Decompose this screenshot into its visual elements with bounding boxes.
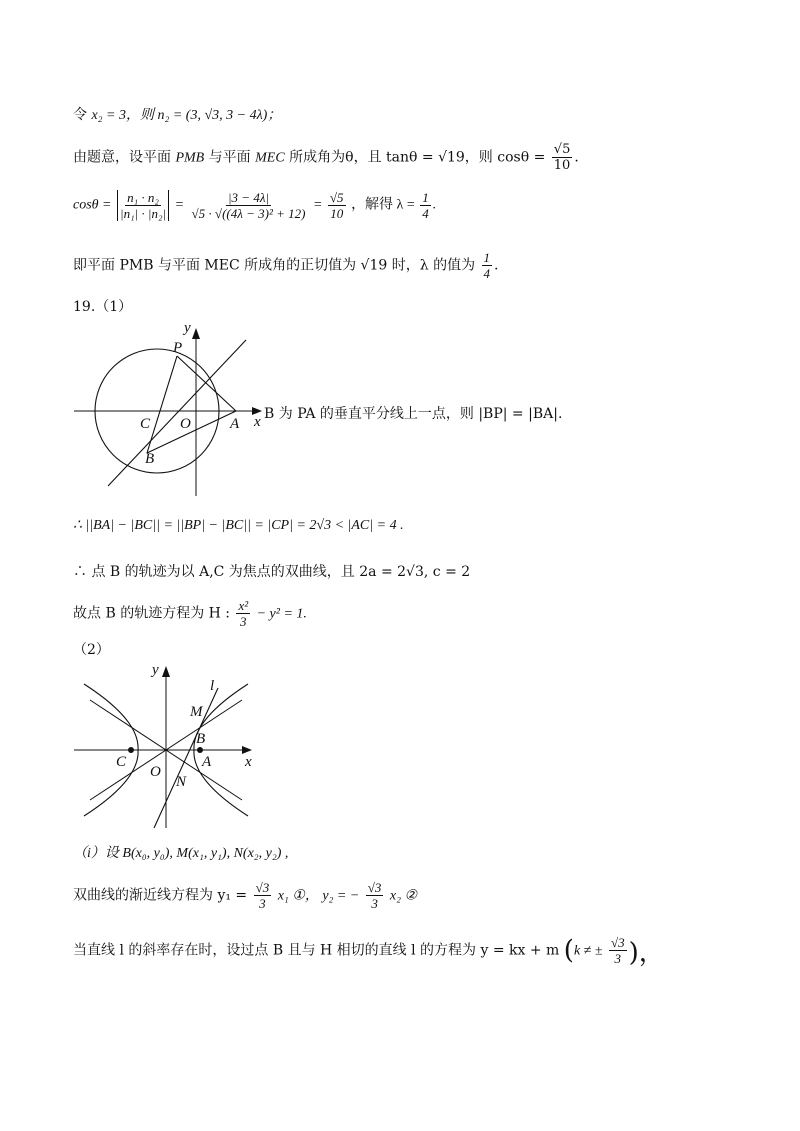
- l2-fraction: [552, 142, 573, 173]
- l2-tail: 所成角为θ，且 tanθ = √19，则 cosθ =: [289, 149, 546, 166]
- l3-num2: |3 − 4λ|: [227, 190, 270, 205]
- fig1-segment-PA: [177, 356, 236, 411]
- fig2-label-M: M: [190, 704, 203, 720]
- asym-num1: √3: [255, 880, 270, 895]
- fig1-bisector-line: [108, 340, 246, 486]
- question-19-part-1: 19.（1）: [73, 299, 133, 315]
- fig1-y-arrow: [192, 328, 200, 339]
- l4-fraction: [482, 250, 493, 281]
- conclusion-prefix: 故点 B 的轨迹方程为 H :: [73, 605, 231, 622]
- fig2-x-arrow: [242, 746, 252, 754]
- asym-den1: 3: [259, 896, 266, 911]
- line-2: 由题意，设平面 PMB 与平面 MEC 所成角为θ，且 tanθ = √19，则 cosθ = $\frac{√5}{10}$ .: [73, 142, 579, 173]
- l3-eq-1: =: [174, 197, 185, 213]
- asym-tail: x₂ ②: [389, 888, 417, 904]
- fig1-caption: B 为 PA 的垂直平分线上一点，则 |BP| = |BA|.: [264, 406, 563, 422]
- l2-frac-num: √5: [553, 142, 571, 157]
- l3-frac-3: [328, 190, 346, 221]
- fig2-point-C: [128, 747, 134, 753]
- fig2-label-N: N: [176, 774, 187, 790]
- l3-num4: 1: [422, 190, 429, 205]
- fig2-label-y: y: [152, 662, 159, 678]
- fig2-label-x: x: [245, 754, 252, 770]
- fig2-label-B: B: [196, 731, 206, 747]
- fig2-label-l: l: [210, 678, 215, 694]
- line-1: [73, 104, 281, 124]
- last-k: k ≠ ±: [573, 943, 603, 959]
- l2-text: 由题意，设平面: [73, 149, 171, 166]
- fig1-label-x: x: [254, 414, 261, 430]
- fig2-label-C: C: [116, 754, 127, 770]
- conclusion-den: 3: [240, 614, 247, 629]
- fig1-segment-BA: [147, 411, 236, 453]
- conclusion-line: [73, 598, 307, 629]
- last-fraction: [609, 935, 627, 966]
- part-i-line: （i）设 B(x₀, y₀), M(x₁, y₁), N(x₂, y₂) ,: [73, 846, 289, 861]
- l4-den: 4: [483, 266, 491, 281]
- l2-mid: 与平面: [208, 149, 251, 166]
- figure-1-circle: [70, 318, 270, 500]
- fig2-label-O: O: [150, 764, 161, 780]
- last-den: 3: [614, 951, 622, 966]
- l3-num3: √5: [329, 190, 344, 205]
- asymptote-line: [73, 880, 417, 911]
- l3-solve: ，解得 λ =: [351, 197, 415, 213]
- therefore-line-2: ∴ 点 B 的轨迹为以 A,C 为焦点的双曲线，且 2a = 2√3, c = 2: [73, 564, 471, 580]
- conclusion-num: x²: [238, 598, 249, 613]
- l4-num: 1: [483, 250, 491, 265]
- fig2-y-arrow: [162, 666, 170, 677]
- conclusion-fraction: [236, 598, 250, 629]
- l3-frac-4: [420, 190, 431, 221]
- asym-prefix: 双曲线的渐近线方程为 y₁ =: [73, 887, 248, 904]
- fig1-label-B: B: [145, 451, 155, 467]
- fig1-segment-PB: [147, 356, 177, 453]
- l3-frac-2: [190, 190, 308, 221]
- l3-cos: cosθ =: [73, 197, 112, 213]
- asym-frac-1: [254, 880, 272, 911]
- l3-den3: 10: [330, 206, 344, 221]
- l3-frac-1: [117, 190, 169, 221]
- asym-den2: 3: [371, 896, 378, 911]
- fig1-label-A: A: [230, 416, 240, 432]
- l4-text: 即平面 PMB 与平面 MEC 所成角的正切值为 √19 时，λ 的值为: [73, 257, 476, 274]
- l3-den1: |n₁| · |n₂|: [120, 206, 167, 221]
- l1-prefix: 令: [73, 107, 87, 123]
- l3-den4: 4: [422, 206, 429, 221]
- conclusion-tail: − y² = 1.: [256, 606, 307, 622]
- l3-den2: √5 · √((4λ − 3)² + 12): [191, 206, 306, 221]
- asym-mid: x₁ ①， y₂ = −: [277, 888, 360, 904]
- last-paren-open: (: [563, 935, 574, 966]
- asym-frac-2: [366, 880, 384, 911]
- l3-num1: n₁ · n₂: [127, 190, 159, 205]
- fig2-point-A: [197, 747, 203, 753]
- last-prefix: 当直线 l 的斜率存在时，设过点 B 且与 H 相切的直线 l 的方程为 y = kx + m: [73, 942, 560, 959]
- fig1-label-O: O: [180, 416, 191, 432]
- fig2-label-A: A: [202, 754, 212, 770]
- l2-frac-den: 10: [553, 158, 571, 173]
- l3-eq-2: =: [312, 197, 323, 213]
- last-paren-close: )，: [628, 938, 665, 968]
- line-4: 即平面 PMB 与平面 MEC 所成角的正切值为 √19 时，λ 的值为 $\frac{1}{4}$ .: [73, 250, 499, 281]
- line-3: cosθ = $\frac{\text{n₁ · n₂}}{\text{|n₁| · |n₂|}}$ = $\frac{|3 - 4\lambda|}{\text{√5 · √((4λ − 3)² + 12)}}$ = $\frac{√5}{10}$ ，解得 λ = $\frac{1}{4}$ .: [73, 190, 437, 221]
- therefore-line-1: ∴ ||BA| − |BC|| = ||BP| − |BC|| = |CP| = 2√3 < |AC| = 4 .: [73, 518, 404, 533]
- l2-mec: MEC: [255, 150, 285, 166]
- fig1-label-C: C: [140, 416, 151, 432]
- l2-pmb: PMB: [175, 150, 205, 166]
- asym-num2: √3: [367, 880, 382, 895]
- fig1-label-P: P: [173, 340, 183, 356]
- part-2-heading: （2）: [73, 642, 110, 658]
- fig1-label-y: y: [184, 320, 191, 336]
- figure-2-hyperbola: [70, 658, 265, 830]
- last-num: √3: [610, 935, 625, 950]
- last-line: [73, 932, 665, 969]
- l1-equation: x₂ = 3，则 n₂ = (3, √3, 3 − 4λ)；: [91, 108, 282, 123]
